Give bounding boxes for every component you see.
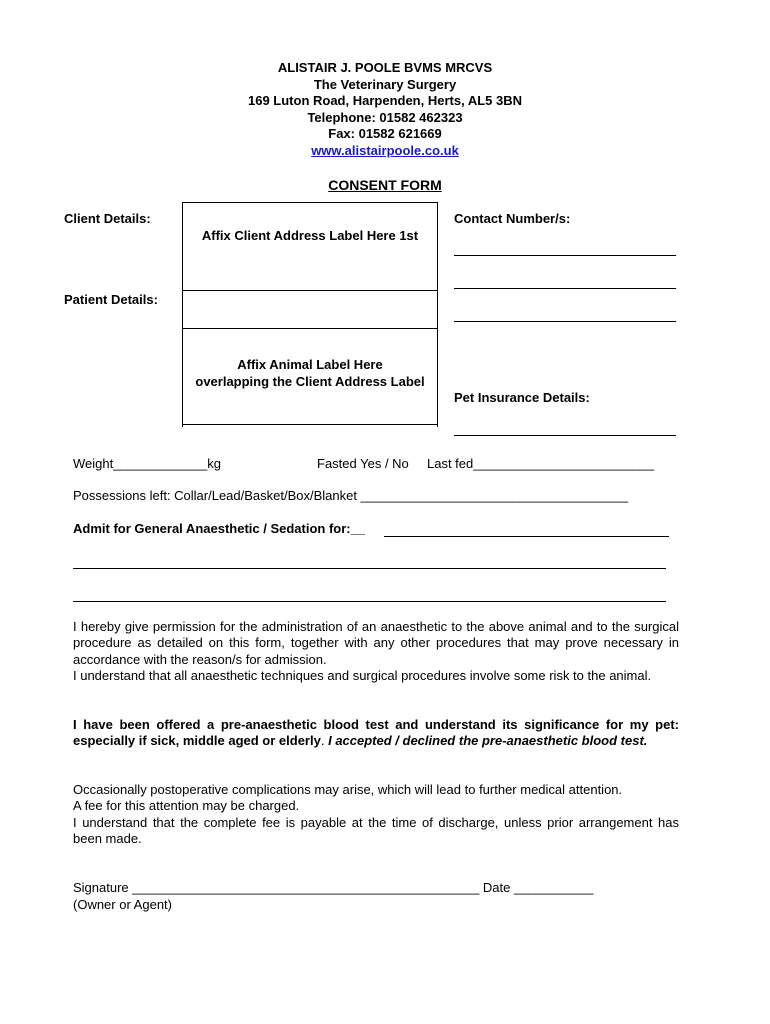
client-details-label: Client Details: — [64, 211, 151, 226]
vet-name: ALISTAIR J. POOLE BVMS MRCVS — [277, 60, 493, 75]
practice-name: The Veterinary Surgery — [313, 76, 457, 92]
practice-telephone: Telephone: 01582 462323 — [307, 109, 463, 125]
form-title: CONSENT FORM — [328, 177, 442, 193]
fee-text: A fee for this attention may be charged. — [73, 798, 300, 814]
admit-for-label: Admit for General Anaesthetic / Sedation for:__ — [73, 521, 366, 536]
client-address-label-box[interactable] — [182, 202, 438, 291]
website-link[interactable]: www.alistairpoole.co.uk — [311, 142, 459, 158]
contact-number-line-3[interactable] — [454, 321, 676, 322]
blood-test-period: . — [320, 733, 325, 749]
practice-address: 169 Luton Road, Harpenden, Herts, AL5 3BN — [247, 93, 522, 109]
animal-label-line-1: Affix Animal Label Here — [237, 357, 383, 372]
pet-insurance-line[interactable] — [454, 435, 676, 436]
last-fed-field[interactable]: Last fed_________________________ — [427, 456, 655, 471]
weight-field[interactable]: Weight_____________kg — [73, 456, 221, 471]
admit-for-line-2[interactable] — [73, 568, 666, 569]
blood-test-paragraph — [73, 717, 679, 750]
contact-number-line-1[interactable] — [454, 255, 676, 256]
admit-for-line-1[interactable] — [384, 536, 669, 537]
contact-numbers-label: Contact Number/s: — [454, 211, 571, 226]
complications-text: Occasionally postoperative complications may arise, which will lead to further medical attention. — [73, 782, 623, 797]
permission-text: I hereby give permission for the administration of an anaesthetic to the above animal and to the surgical procedure as detailed on this form, together with any other procedures that may prove necessary in accordance with the reason/s for admission. — [73, 619, 679, 667]
client-label-instruction: Affix Client Address Label Here 1st — [201, 228, 419, 243]
patient-details-box[interactable] — [182, 290, 438, 329]
admit-for-line-3[interactable] — [73, 601, 666, 602]
practice-header — [0, 60, 770, 160]
animal-label-instruction — [182, 356, 438, 390]
contact-number-line-2[interactable] — [454, 288, 676, 289]
possessions-field[interactable]: Possessions left: Collar/Lead/Basket/Box/Blanket _____________________________________ — [73, 488, 629, 503]
practice-fax: Fax: 01582 621669 — [328, 126, 442, 142]
payment-text: I understand that the complete fee is payable at the time of discharge, unless prior arrangement has been made. — [73, 814, 679, 847]
owner-agent-note: (Owner or Agent) — [73, 897, 172, 912]
risk-text: I understand that all anaesthetic techniques and surgical procedures involve some risk to the animal. — [73, 668, 652, 684]
fasted-field[interactable]: Fasted Yes / No — [317, 456, 409, 471]
blood-test-choice[interactable]: I accepted / declined the pre-anaesthetic blood test. — [328, 733, 648, 749]
animal-label-box-bottom — [182, 424, 438, 425]
pet-insurance-label: Pet Insurance Details: — [454, 390, 590, 405]
signature-field[interactable]: Signature ________________________________________________ Date ___________ — [73, 880, 594, 895]
blood-test-offer-text: I have been offered a pre-anaesthetic blood test and understand its significance for my pet: especially if sick, middle aged or elderly — [73, 717, 679, 749]
complications-paragraph — [73, 782, 679, 848]
patient-details-label: Patient Details: — [64, 292, 158, 307]
permission-paragraph — [73, 619, 679, 685]
animal-label-line-2: overlapping the Client Address Label — [195, 374, 425, 389]
